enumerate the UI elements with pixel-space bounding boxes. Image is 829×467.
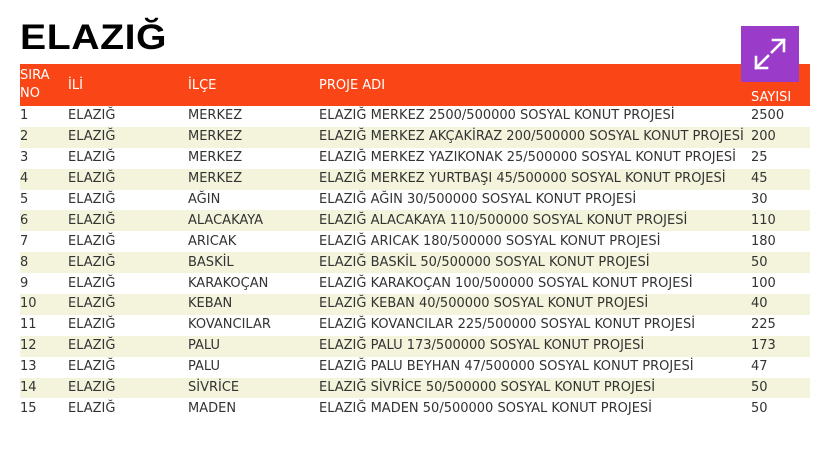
cell-il: ELAZIĞ	[68, 108, 116, 124]
cell-proje: ELAZIĞ MERKEZ YAZIKONAK 25/500000 SOSYAL KONUT PROJESİ	[319, 150, 736, 166]
cell-ilce: MERKEZ	[188, 171, 243, 187]
cell-ilce: ALACAKAYA	[188, 212, 264, 228]
cell-no: 6	[20, 212, 29, 228]
table-row	[20, 169, 810, 190]
table-row	[20, 106, 810, 127]
cell-proje: ELAZIĞ BASKİL 50/500000 SOSYAL KONUT PROJESİ	[319, 254, 650, 270]
cell-proje: ELAZIĞ MERKEZ 2500/500000 SOSYAL KONUT PROJESİ	[319, 108, 675, 124]
cell-ilce: BASKİL	[188, 254, 234, 270]
table-row	[20, 398, 810, 419]
cell-ilce: MERKEZ	[188, 150, 243, 166]
cell-ilce: KOVANCILAR	[188, 317, 271, 333]
cell-il: ELAZIĞ	[68, 296, 116, 312]
cell-sayi: 225	[751, 317, 776, 333]
table-row	[20, 252, 810, 273]
table-row	[20, 357, 810, 378]
cell-ilce: AĞIN	[188, 192, 221, 207]
cell-sayi: 200	[751, 129, 776, 145]
table-row	[20, 294, 810, 315]
cell-proje: ELAZIĞ PALU BEYHAN 47/500000 SOSYAL KONUT PROJESİ	[319, 359, 694, 375]
cell-sayi: 50	[751, 400, 768, 416]
cell-ilce: PALU	[188, 359, 221, 375]
cell-sayi: 40	[751, 296, 768, 312]
table-row	[20, 315, 810, 336]
cell-ilce: MADEN	[188, 400, 237, 416]
cell-il: ELAZIĞ	[68, 400, 116, 416]
cell-ilce: MERKEZ	[188, 108, 243, 124]
cell-il: ELAZIĞ	[68, 380, 116, 396]
cell-proje: ELAZIĞ ARICAK 180/500000 SOSYAL KONUT PROJESİ	[319, 233, 661, 249]
cell-proje: ELAZIĞ PALU 173/500000 SOSYAL KONUT PROJESİ	[319, 338, 645, 354]
cell-no: 8	[20, 254, 29, 270]
page-title: ELAZIĞ	[20, 18, 168, 57]
header-sira-line: SIRA	[20, 68, 50, 83]
table-row	[20, 210, 810, 231]
header-sira-no	[20, 64, 68, 106]
cell-il: ELAZIĞ	[68, 171, 116, 187]
cell-no: 11	[20, 317, 37, 333]
cell-il: ELAZIĞ	[68, 233, 116, 249]
cell-no: 12	[20, 338, 37, 354]
cell-il: ELAZIĞ	[68, 129, 116, 145]
table-row	[20, 336, 810, 357]
header-il: İLİ	[68, 77, 83, 93]
table-row	[20, 231, 810, 252]
cell-il: ELAZIĞ	[68, 192, 116, 207]
cell-no: 4	[20, 171, 29, 187]
cell-no: 10	[20, 296, 37, 312]
cell-sayi: 50	[751, 380, 768, 396]
table-row	[20, 378, 810, 399]
cell-sayi: 173	[751, 338, 776, 354]
cell-proje: ELAZIĞ KARAKOÇAN 100/500000 SOSYAL KONUT PROJESİ	[319, 275, 693, 291]
cell-sayi: 110	[751, 212, 776, 228]
cell-ilce: ARICAK	[188, 233, 237, 249]
header-ilce: İLÇE	[188, 77, 217, 93]
cell-il: ELAZIĞ	[68, 338, 116, 354]
table-row	[20, 190, 810, 211]
cell-no: 15	[20, 400, 37, 416]
cell-no: 5	[20, 192, 29, 207]
expand-arrows-icon	[752, 36, 788, 72]
cell-ilce: PALU	[188, 338, 221, 354]
table-row	[20, 273, 810, 294]
header-proje-adi: PROJE ADI	[319, 77, 386, 93]
cell-proje: ELAZIĞ MERKEZ YURTBAŞI 45/500000 SOSYAL KONUT PROJESİ	[319, 171, 726, 187]
table-row	[20, 127, 810, 148]
cell-no: 7	[20, 233, 29, 249]
cell-no: 13	[20, 359, 37, 375]
cell-sayi: 47	[751, 359, 768, 375]
cell-no: 14	[20, 380, 37, 396]
cell-proje: ELAZIĞ KOVANCILAR 225/500000 SOSYAL KONUT PROJESİ	[319, 317, 696, 333]
cell-no: 9	[20, 275, 29, 291]
cell-sayi: 2500	[751, 108, 785, 124]
cell-ilce: SİVRİCE	[188, 380, 240, 396]
cell-sayi: 30	[751, 192, 768, 207]
cell-proje: ELAZIĞ KEBAN 40/500000 SOSYAL KONUT PROJESİ	[319, 296, 649, 312]
cell-proje: ELAZIĞ MADEN 50/500000 SOSYAL KONUT PROJESİ	[319, 400, 652, 416]
table-row	[20, 148, 810, 169]
cell-ilce: KEBAN	[188, 296, 233, 312]
cell-ilce: MERKEZ	[188, 129, 243, 145]
cell-il: ELAZIĞ	[68, 275, 116, 291]
cell-il: ELAZIĞ	[68, 150, 116, 166]
cell-no: 3	[20, 150, 29, 166]
cell-proje: ELAZIĞ MERKEZ AKÇAKİRAZ 200/500000 SOSYAL KONUT PROJESİ	[319, 129, 744, 145]
cell-il: ELAZIĞ	[68, 212, 116, 228]
cell-no: 2	[20, 129, 29, 145]
cell-sayi: 45	[751, 171, 768, 187]
cell-proje: ELAZIĞ ALACAKAYA 110/500000 SOSYAL KONUT PROJESİ	[319, 212, 688, 228]
cell-proje: ELAZIĞ SİVRİCE 50/500000 SOSYAL KONUT PROJESİ	[319, 380, 656, 396]
cell-no: 1	[20, 108, 29, 124]
cell-proje: ELAZIĞ AĞIN 30/500000 SOSYAL KONUT PROJESİ	[319, 192, 637, 207]
table-body	[20, 106, 810, 419]
cell-sayi: 100	[751, 275, 776, 291]
cell-sayi: 180	[751, 233, 776, 249]
cell-il: ELAZIĞ	[68, 254, 116, 270]
header-sayisi: SAYISI	[751, 90, 792, 105]
header-no-line: NO	[20, 86, 40, 101]
cell-sayi: 25	[751, 150, 768, 166]
cell-sayi: 50	[751, 254, 768, 270]
cell-ilce: KARAKOÇAN	[188, 275, 269, 291]
cell-il: ELAZIĞ	[68, 317, 116, 333]
expand-button[interactable]	[741, 26, 799, 82]
table-header-row	[20, 64, 810, 106]
cell-il: ELAZIĞ	[68, 359, 116, 375]
projects-table	[20, 64, 810, 419]
